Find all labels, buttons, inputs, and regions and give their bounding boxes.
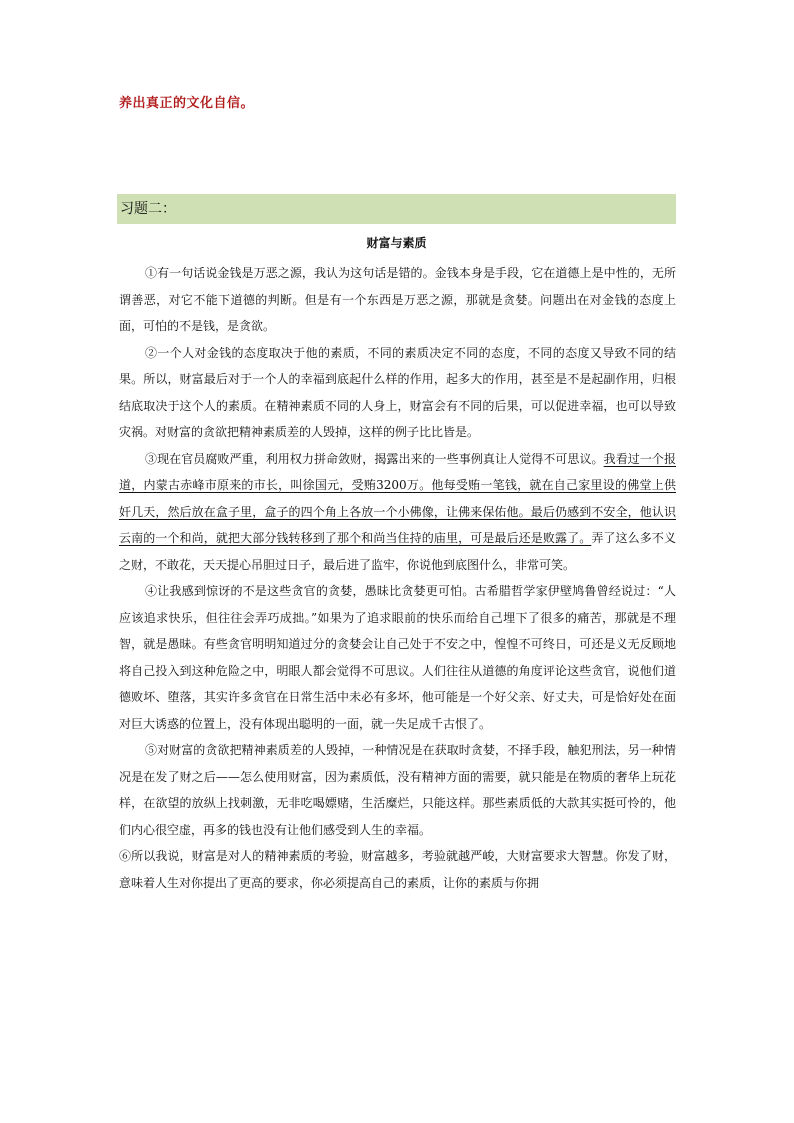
paragraph-2: ②一个人对金钱的态度取决于他的素质，不同的素质决定不同的态度，不同的态度又导致不同的结果。所以，财富最后对于一个人的幸福到底起什么样的作用，起多大的作用，甚至是不是起副作用，归根结底取决于这个人的素质。在精神素质不同的人身上，财富会有不同的后果，可以促进幸福，也可以导致灾祸。对财富的贪欲把精神素质差的人毁掉，这样的例子比比皆是。 [119,345,676,439]
exercise-section-header: 习题二： [117,194,676,224]
paragraph-6: ⑥所以我说，财富是对人的精神素质的考验，财富越多，考验就越严峻，大财富要求大智慧。你发了财，意味着人生对你提出了更高的要求，你必须提高自己的素质，让你的素质与你拥 [119,849,676,890]
paragraph-5: ⑤对财富的贪欲把精神素质差的人毁掉，一种情况是在获取时贪婪，不择手段，触犯刑法，另一种情况是在发了财之后——怎么使用财富，因为素质低，没有精神方面的需要，就只能是在物质的奢华上玩花样，在欲望的放纵上找刺激，无非吃喝嫖赌，生活糜烂，只能这样。那些素质低的大款其实挺可怜的，他们内心很空虚，再多的钱也没有让他们感受到人生的幸福。 [119,743,676,837]
paragraph-3 [119,446,676,579]
paragraph-4: ④让我感到惊讶的不是这些贪官的贪婪，愚昧比贪婪更可怕。古希腊哲学家伊壁鸠鲁曾经说过：“人应该追求快乐，但往往会弄巧成拙。”如果为了追求眼前的快乐而给自己埋下了很多的痛苦，那就是不理智，就是愚昧。有些贪官明明知道过分的贪婪会让自己处于不安之中，惶惶不可终日，可还是义无反顾地将自己投入到这种危险之中，明眼人都会觉得不可思议。人们往往从道德的角度评论这些贪官，说他们道德败坏、堕落，其实许多贪官在日常生活中未必有多坏，他可能是一个好父亲、好丈夫，可是恰好处在面对巨大诱惑的位置上，没有体现出聪明的一面，就一失足成千古恨了。 [119,584,676,731]
paragraph-3-underlined: 我看过一个报道，内蒙古赤峰市原来的市长，叫徐国元，受贿3200万。他每受贿一笔钱，就在自己家里设的佛堂上供奸几天，然后放在盒子里，盒子的四个角上各放一个小佛像，让佛来保佑他。最后仍感到不安全，他认识云南的一个和尚，就把大部分钱转移到了那个和尚当住持的庙里，可是最后还是败露了。 [119,451,676,545]
paragraph-3-end: 弄了这么多不义之财，不敢花，天天提心吊胆过日子，最后进了监牢，你说他到底图什么，非常可笑。 [119,531,676,572]
paragraph-1: ①有一句话说金钱是万恶之源，我认为这句话是错的。金钱本身是手段，它在道德上是中性的，无所谓善恶，对它不能下道德的判断。但是有一个东西是万恶之源，那就是贪婪。问题出在对金钱的态度上面，可怕的不是钱，是贪欲。 [119,266,676,333]
paragraph-3-start: ③现在官员腐败严重，利用权力拼命敛财，揭露出来的一些事例真让人觉得不可思议。 [145,451,604,466]
article-title: 财富与素质 [366,236,427,250]
article-body [119,260,676,896]
previous-page-closing-line: 养出真正的文化自信。 [119,96,255,111]
